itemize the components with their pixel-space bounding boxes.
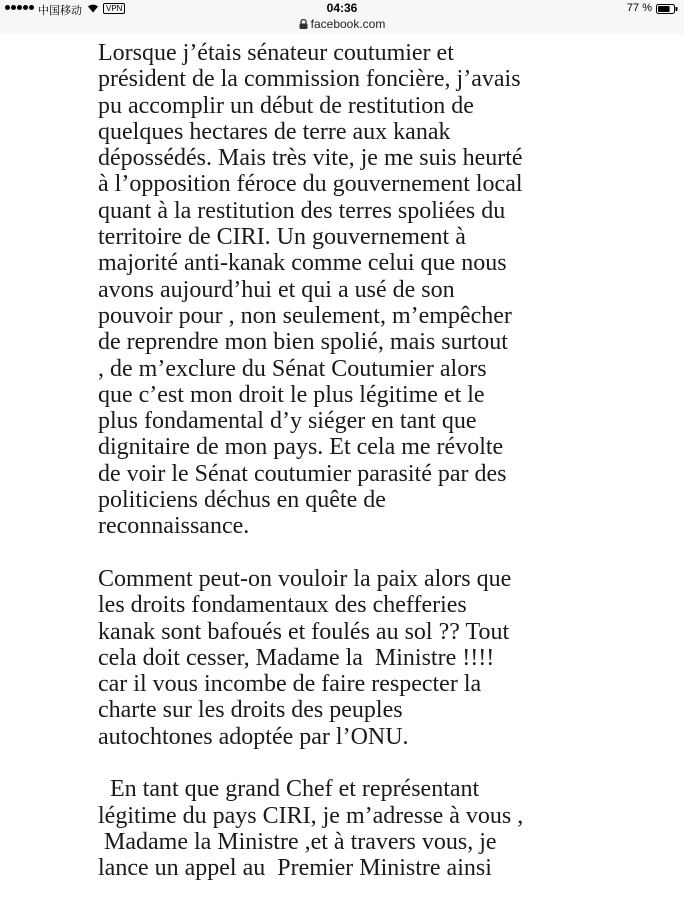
paragraph-3 xyxy=(98,776,598,881)
text-line: plus fondamental d’y siéger en tant que xyxy=(98,408,477,435)
text-line: que c’est mon droit le plus légitime et le xyxy=(98,381,485,408)
text-line: quelques hectares de terre aux kanak xyxy=(98,118,451,145)
text-line: pouvoir pour , non seulement, m’empêcher xyxy=(98,302,512,329)
post-body xyxy=(98,40,598,908)
text-line: les droits fondamentaux des chefferies xyxy=(98,592,467,619)
text-line: car il vous incombe de faire respecter la xyxy=(98,671,482,698)
text-line: Lorsque j’étais sénateur coutumier et xyxy=(98,40,454,66)
status-bar xyxy=(0,0,684,34)
lock-icon xyxy=(299,19,308,29)
status-row xyxy=(0,2,684,18)
text-line: majorité anti-kanak comme celui que nous xyxy=(98,250,507,277)
text-line: , de m’exclure du Sénat Coutumier alors xyxy=(98,355,487,382)
carrier-name: 中国移动 xyxy=(38,5,82,17)
text-line: politiciens déchus en quête de xyxy=(98,487,386,514)
text-line: En tant que grand Chef et représentant xyxy=(98,776,480,803)
text-line: cela doit cesser, Madame la Ministre !!!! xyxy=(98,644,495,671)
text-line: autochtones adoptée par l’ONU. xyxy=(98,723,409,750)
text-line: avons aujourd’hui et qui a usé de son xyxy=(98,276,455,303)
text-line: président de la commission foncière, j’avais xyxy=(98,66,521,93)
text-line: Comment peut-on vouloir la paix alors que xyxy=(98,565,512,592)
text-line: à l’opposition féroce du gouvernement local xyxy=(98,171,523,198)
paragraph-1 xyxy=(98,40,598,540)
text-line: lance un appel au Premier Ministre ainsi xyxy=(98,855,492,882)
clock: 04:36 xyxy=(326,1,358,15)
paragraph-2 xyxy=(98,566,598,750)
text-line: quant à la restitution des terres spoliées du xyxy=(98,197,506,224)
vpn-badge: VPN xyxy=(103,3,125,14)
address-bar[interactable] xyxy=(0,17,684,31)
battery-percentage: 77 % xyxy=(626,2,652,14)
text-line: charte sur les droits des peuples xyxy=(98,697,403,724)
text-line: dépossédés. Mais très vite, je me suis heurté xyxy=(98,145,523,172)
battery-icon xyxy=(656,4,678,14)
text-line: de reprendre mon bien spolié, mais surtout xyxy=(98,329,508,356)
text-line: légitime du pays CIRI, je m’adresse à vous , xyxy=(98,802,524,829)
url-text: facebook.com xyxy=(310,17,386,31)
text-line: territoire de CIRI. Un gouvernement à xyxy=(98,224,466,251)
text-line: dignitaire de mon pays. Et cela me révolte xyxy=(98,434,504,461)
text-line: kanak sont bafoués et foulés au sol ?? Tout xyxy=(98,618,510,645)
text-line: pu accomplir un début de restitution de xyxy=(98,92,474,119)
text-line: Madame la Ministre ,et à travers vous, je xyxy=(98,828,497,855)
text-line: reconnaissance. xyxy=(98,513,250,540)
text-line: de voir le Sénat coutumier parasité par des xyxy=(98,460,507,487)
